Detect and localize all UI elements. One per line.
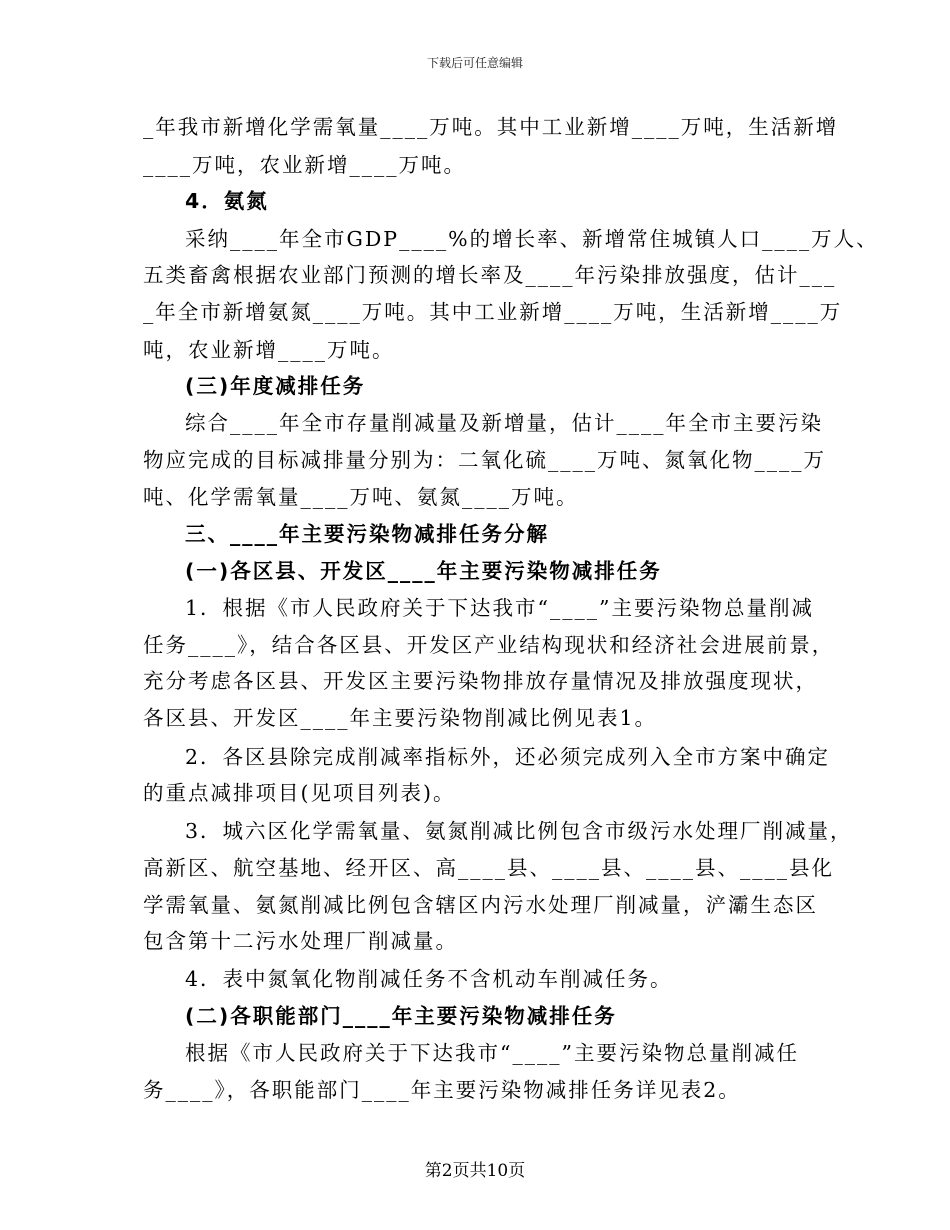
text-line: 高新区、航空基地、经开区、高____县、____县、____县、____县化 <box>143 856 834 880</box>
text-line: 任务____》，结合各区县、开发区产业结构现状和经济社会进展前景， <box>143 633 835 657</box>
text-line: 2．各区县除完成削减率指标外，还必须完成列入全市方案中确定 <box>185 745 831 769</box>
section-heading: (二)各职能部门____年主要污染物减排任务 <box>185 1004 617 1028</box>
page-header: 下载后可任意编辑 <box>426 56 523 70</box>
text-line: 务____》，各职能部门____年主要污染物减排任务详见表2。 <box>143 1078 741 1102</box>
text-line: 吨、化学需氧量____万吨、氨氮____万吨。 <box>143 485 579 509</box>
text-line: 综合____年全市存量削减量及新增量，估计____年全市主要污染 <box>185 411 823 435</box>
text-line: 的重点减排项目(见项目列表)。 <box>143 781 456 805</box>
text-line: ____万吨，农业新增____万吨。 <box>143 153 466 177</box>
text-line: 3．城六区化学需氧量、氨氮削减比例包含市级污水处理厂削减量， <box>185 819 853 843</box>
text-line: 学需氧量、氨氮削减比例包含辖区内污水处理厂削减量，浐灞生态区 <box>143 893 818 917</box>
text-line: _年全市新增氨氮____万吨。其中工业新增____万吨，生活新增____万 <box>143 300 843 324</box>
section-heading: (三)年度减排任务 <box>185 374 366 398</box>
section-heading: 4．氨氮 <box>185 189 269 213</box>
section-heading: (一)各区县、开发区____年主要污染物减排任务 <box>185 559 662 583</box>
text-line: 五类畜禽根据农业部门预测的增长率及____年污染排放强度，估计___ <box>143 263 837 287</box>
page-footer: 第2页共10页 <box>424 1161 526 1181</box>
text-line: 包含第十二污水处理厂削减量。 <box>143 929 458 953</box>
text-line: 物应完成的目标减排量分别为：二氧化硫____万吨、氮氧化物____万 <box>143 448 826 472</box>
text-line: 各区县、开发区____年主要污染物削减比例见表1。 <box>143 706 658 730</box>
text-line: 充分考虑各区县、开发区主要污染物排放存量情况及排放强度现状， <box>143 669 818 693</box>
text-line: 4．表中氮氧化物削减任务不含机动车削减任务。 <box>185 967 673 991</box>
text-line: 根据《市人民政府关于下达我市“____”主要污染物总量削减任 <box>185 1041 799 1065</box>
text-line: 吨，农业新增____万吨。 <box>143 338 395 362</box>
text-line: 1．根据《市人民政府关于下达我市“____”主要污染物总量削减 <box>185 596 815 620</box>
text-line: _年我市新增化学需氧量____万吨。其中工业新增____万吨，生活新增 <box>143 115 839 139</box>
text-line: 采纳____年全市GDP____%的增长率、新增常住城镇人口____万人、 <box>185 227 879 251</box>
section-heading: 三、____年主要污染物减排任务分解 <box>185 522 549 546</box>
